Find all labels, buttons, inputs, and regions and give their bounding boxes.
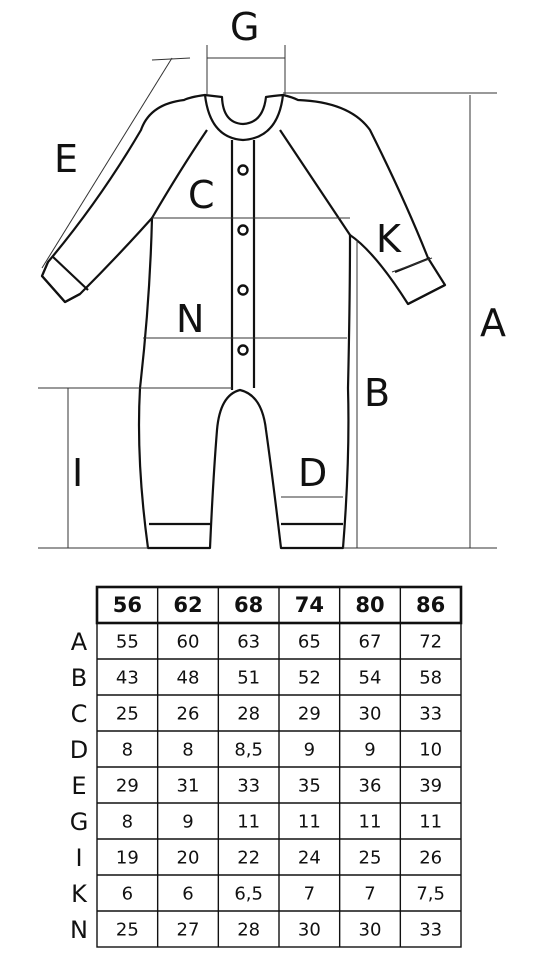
table-cell: 33 <box>237 775 261 797</box>
measurement-row-label: D <box>69 736 89 764</box>
table-cell: 30 <box>358 919 382 941</box>
table-cell: 29 <box>115 775 139 797</box>
table-cell: 39 <box>419 775 443 797</box>
table-cell: 9 <box>303 739 316 761</box>
table-cell: 63 <box>237 631 261 653</box>
table-cell: 30 <box>358 703 382 725</box>
table-cell: 7 <box>303 883 316 905</box>
table-cell: 29 <box>297 703 321 725</box>
table-cell: 6 <box>121 883 134 905</box>
table-cell: 54 <box>358 667 382 689</box>
label-n: N <box>176 297 205 341</box>
table-cell: 36 <box>358 775 382 797</box>
table-cell: 58 <box>419 667 443 689</box>
table-cell: 10 <box>419 739 443 761</box>
table-cell: 35 <box>297 775 321 797</box>
table-cell: 26 <box>419 847 443 869</box>
label-e: E <box>54 137 79 181</box>
label-d: D <box>298 451 328 495</box>
measurement-row-label: B <box>70 664 88 692</box>
measurement-row-label: C <box>70 700 88 728</box>
table-cell: 26 <box>176 703 200 725</box>
table-cell: 30 <box>297 919 321 941</box>
table-cell: 55 <box>115 631 139 653</box>
measurement-row-label: E <box>71 772 87 800</box>
table-cell: 11 <box>358 811 382 833</box>
size-header-cell: 62 <box>173 593 203 617</box>
table-cell: 60 <box>176 631 200 653</box>
label-k: K <box>376 217 401 261</box>
table-cell: 7,5 <box>416 883 445 905</box>
table-cell: 28 <box>237 919 261 941</box>
table-cell: 67 <box>358 631 382 653</box>
table-cell: 72 <box>419 631 443 653</box>
table-cell: 11 <box>237 811 261 833</box>
table-cell: 11 <box>297 811 321 833</box>
table-cell: 11 <box>419 811 443 833</box>
table-cell: 33 <box>419 703 443 725</box>
table-cell: 24 <box>297 847 321 869</box>
table-cell: 6 <box>182 883 194 905</box>
size-header-cell: 68 <box>234 593 264 617</box>
measurement-row-label: K <box>71 880 87 908</box>
size-header-cell: 80 <box>355 593 385 617</box>
measurement-row-label: G <box>69 808 89 836</box>
measurement-row-label: A <box>70 628 88 656</box>
measurement-row-label: I <box>75 844 83 872</box>
label-b: B <box>364 371 391 415</box>
table-cell: 7 <box>364 883 376 905</box>
measurement-row-label: N <box>70 916 88 944</box>
table-cell: 9 <box>182 811 194 833</box>
size-header-cell: 74 <box>294 593 324 617</box>
table-cell: 43 <box>115 667 139 689</box>
table-cell: 9 <box>364 739 376 761</box>
size-header-cell: 86 <box>416 593 446 617</box>
label-i: I <box>72 451 84 495</box>
table-cell: 8 <box>121 739 134 761</box>
table-cell: 6,5 <box>234 883 263 905</box>
label-g: G <box>230 5 260 49</box>
table-cell: 33 <box>419 919 443 941</box>
table-cell: 8 <box>121 811 134 833</box>
table-cell: 28 <box>237 703 261 725</box>
table-cell: 8 <box>182 739 194 761</box>
table-cell: 31 <box>176 775 200 797</box>
table-grid <box>97 587 461 947</box>
label-a: A <box>480 301 506 345</box>
table-cell: 52 <box>297 667 321 689</box>
table-cell: 25 <box>115 919 139 941</box>
table-cell: 48 <box>176 667 200 689</box>
table-cell: 8,5 <box>234 739 263 761</box>
label-c: C <box>188 173 215 217</box>
size-header-cell: 56 <box>112 593 142 617</box>
table-cell: 22 <box>237 847 261 869</box>
table-cell: 51 <box>237 667 261 689</box>
table-cell: 27 <box>176 919 200 941</box>
table-cell: 25 <box>358 847 382 869</box>
table-cell: 65 <box>297 631 321 653</box>
table-cell: 25 <box>115 703 139 725</box>
table-cell: 20 <box>176 847 200 869</box>
table-cell: 19 <box>115 847 139 869</box>
